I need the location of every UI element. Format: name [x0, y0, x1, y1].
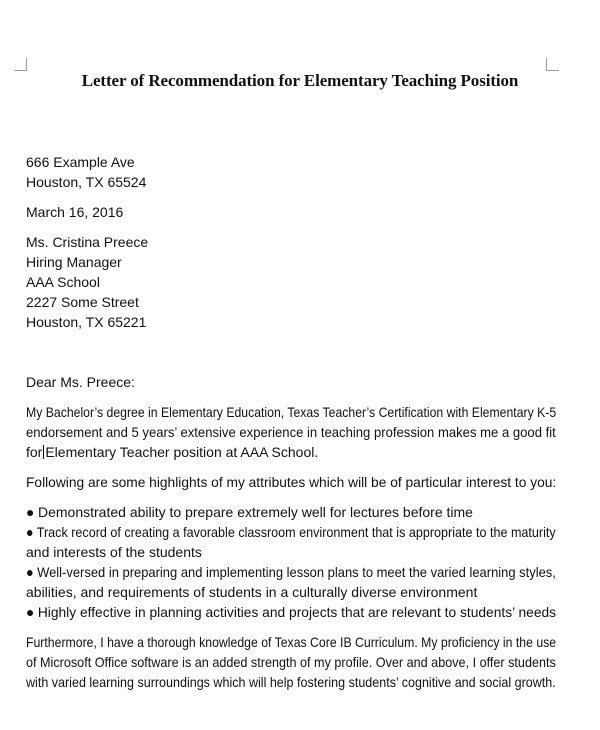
recipient-address: [26, 232, 556, 332]
list-item: [26, 602, 557, 622]
list-item: [26, 502, 556, 522]
intro-paragraph: [26, 402, 556, 462]
list-item-text: Demonstrated ability to prepare extremely well for lectures before time: [38, 504, 473, 520]
bullet-icon: ●: [26, 564, 34, 580]
sender-street: 666 Example Ave: [26, 154, 135, 170]
list-item: [26, 522, 556, 542]
letter-date: [26, 202, 556, 222]
bullet-icon: ●: [26, 504, 35, 520]
intro-line-3-start: for: [26, 444, 43, 460]
recipient-street: 2227 Some Street: [26, 294, 139, 310]
closing-line-1: Furthermore, I have a thorough knowledge of Texas Core IB Curriculum. My proficiency in the use: [26, 634, 557, 650]
list-item-text: Track record of creating a favorable classroom environment that is appropriate to the maturity: [36, 524, 556, 540]
bullet-icon: ●: [26, 604, 35, 620]
highlights-intro-text: Following are some highlights of my attributes which will be of particular interest to you:: [26, 474, 557, 490]
recipient-organization: AAA School: [26, 274, 100, 290]
crop-mark-top-right: [546, 58, 559, 71]
list-item-text: Highly effective in planning activities and projects that are relevant to students’ needs: [37, 604, 557, 620]
list-item: [26, 562, 556, 582]
sender-address: [26, 152, 556, 192]
highlights-intro: [26, 472, 556, 492]
list-item-text: Well-versed in preparing and implementing lesson plans to meet the varied learning styles,: [37, 564, 556, 580]
recipient-role: Hiring Manager: [26, 254, 122, 270]
closing-line-2: of Microsoft Office software is an added strength of my profile. Over and above, I offer students: [26, 654, 556, 670]
closing-paragraph: [26, 632, 556, 692]
closing-line-3: with varied learning surroundings which will help fostering students’ cognitive and social growth.: [26, 674, 556, 690]
intro-line-2: endorsement and 5 years’ extensive experience in teaching profession makes me a good fit: [26, 424, 556, 440]
recipient-city: Houston, TX 65221: [26, 314, 147, 330]
list-item-continuation: abilities, and requirements of students in a culturally diverse environment: [26, 584, 478, 600]
salutation-text: Dear Ms. Preece:: [26, 374, 135, 390]
intro-line-3-end: Elementary Teacher position at AAA School.: [45, 444, 319, 460]
recipient-name: Ms. Cristina Preece: [26, 234, 149, 250]
bullet-icon: ●: [26, 524, 34, 540]
intro-line-3: [26, 442, 556, 462]
highlights-list: [26, 502, 556, 622]
sender-city: Houston, TX 65524: [26, 174, 147, 190]
letter-title: Letter of Recommendation for Elementary Teaching Position: [81, 71, 519, 90]
salutation: [26, 372, 556, 392]
intro-line-1: My Bachelor’s degree in Elementary Education, Texas Teacher’s Certification with Elementary K-5: [26, 404, 557, 420]
list-item-continuation: and interests of the students: [26, 544, 202, 560]
crop-mark-top-left: [14, 58, 27, 71]
date-text: March 16, 2016: [26, 204, 124, 220]
